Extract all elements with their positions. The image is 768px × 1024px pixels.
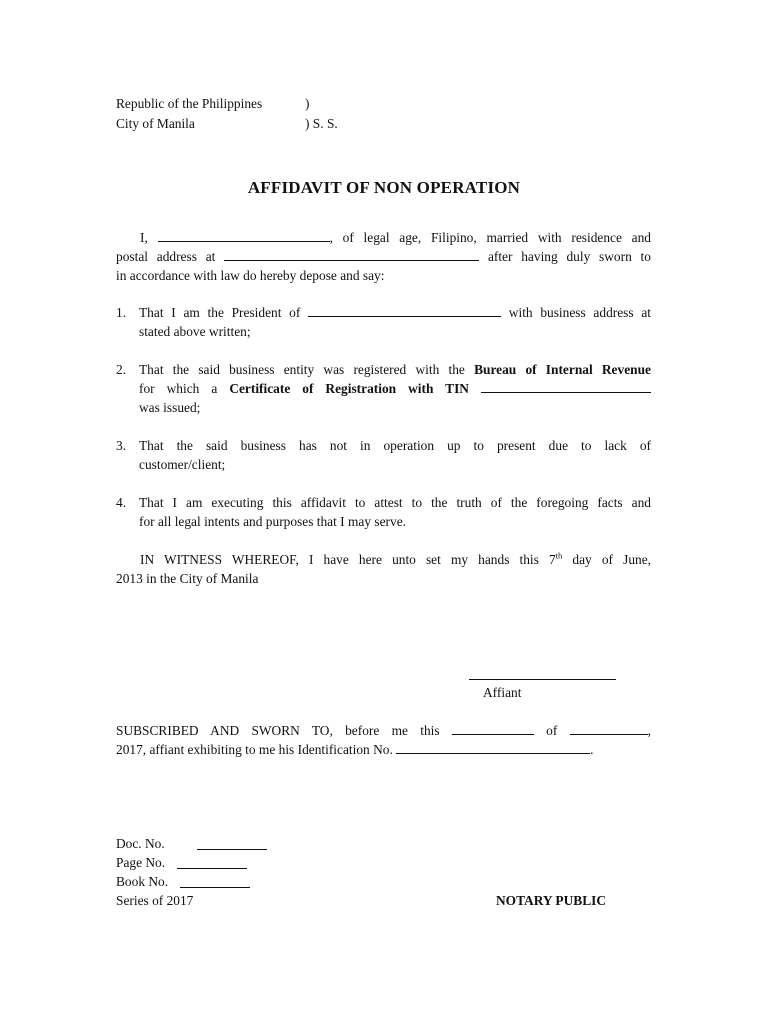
item-1 [139, 303, 651, 341]
item-2-line-3: was issued; [139, 400, 201, 415]
intro-text-1a: I, [140, 230, 148, 245]
doc-no-label: Doc. No. [116, 836, 165, 851]
witness-line-2: 2013 in the City of Manila [116, 571, 259, 586]
page-no-blank[interactable] [177, 868, 247, 869]
item-3-line-1: That the said business has not in operation up to present due to lack of [139, 438, 651, 453]
intro-line-2 [116, 247, 651, 266]
witness-paragraph [116, 550, 651, 588]
intro-paragraph [116, 228, 651, 285]
item-2-line-1 [139, 360, 651, 379]
book-no-blank[interactable] [180, 887, 250, 888]
affiant-label: Affiant [483, 685, 522, 700]
notary-public-label: NOTARY PUBLIC [496, 893, 607, 908]
id-number-blank[interactable] [396, 741, 590, 754]
item-1-text-b: with business address at [508, 305, 651, 320]
item-2 [139, 360, 651, 417]
venue-paren-1: ) [305, 96, 310, 111]
item-1-line-2: stated above written; [139, 324, 251, 339]
subscribed-line-2 [116, 740, 651, 759]
item-4 [139, 493, 651, 531]
intro-line-1 [116, 228, 651, 247]
intro-line-3: in accordance with law do hereby depose and say: [116, 268, 385, 283]
item-2-bir: Bureau of Internal Revenue [474, 362, 651, 377]
witness-text-a: IN WITNESS WHEREOF, I have here unto set my hands this 7 [140, 552, 556, 567]
venue-country: Republic of the Philippines [116, 96, 263, 111]
item-1-line-1 [139, 303, 651, 322]
venue-paren-2: ) S. S. [305, 116, 338, 131]
witness-line-1 [116, 550, 651, 569]
month-blank[interactable] [570, 722, 648, 735]
intro-text-2a: postal address at [116, 249, 216, 264]
item-1-text-a: That I am the President of [139, 305, 301, 320]
tin-blank[interactable] [481, 380, 651, 393]
subscribed-text-e: . [590, 742, 594, 757]
book-no-label: Book No. [116, 874, 169, 889]
item-2-text-a: That the said business entity was registered with the [139, 362, 465, 377]
subscribed-text-c: , [647, 723, 651, 738]
subscribed-text-b: of [546, 723, 558, 738]
doc-no-blank[interactable] [197, 849, 267, 850]
subscribed-text-a: SUBSCRIBED AND SWORN TO, before me this [116, 723, 440, 738]
item-2-text-b: for which a [139, 381, 218, 396]
company-blank[interactable] [308, 304, 501, 317]
name-blank[interactable] [158, 229, 330, 242]
document-title: AFFIDAVIT OF NON OPERATION [247, 178, 521, 197]
page-no-label: Page No. [116, 855, 166, 870]
day-blank[interactable] [452, 722, 534, 735]
item-2-line-2 [139, 379, 651, 398]
item-1-number: 1. [116, 305, 127, 320]
witness-sup: th [555, 550, 563, 561]
affiant-signature-line[interactable] [469, 679, 616, 680]
item-4-line-1: That I am executing this affidavit to attest to the truth of the foregoing facts and [139, 495, 651, 510]
venue-city: City of Manila [116, 116, 195, 131]
item-3-line-2: customer/client; [139, 457, 226, 472]
item-4-line-2: for all legal intents and purposes that I may serve. [139, 514, 406, 529]
item-4-number: 4. [116, 495, 127, 510]
intro-text-2b: after having duly sworn to [487, 249, 651, 264]
witness-text-b: day of June, [572, 552, 651, 567]
subscribed-paragraph [116, 721, 651, 759]
item-2-cor: Certificate of Registration with TIN [229, 381, 469, 396]
subscribed-line-1 [116, 721, 651, 740]
address-blank[interactable] [224, 248, 479, 261]
subscribed-text-d: 2017, affiant exhibiting to me his Identification No. [116, 742, 393, 757]
item-2-number: 2. [116, 362, 127, 377]
intro-text-1b: , of legal age, Filipino, married with residence and [329, 230, 651, 245]
series-label: Series of 2017 [116, 893, 194, 908]
item-3 [139, 436, 651, 474]
item-3-number: 3. [116, 438, 127, 453]
